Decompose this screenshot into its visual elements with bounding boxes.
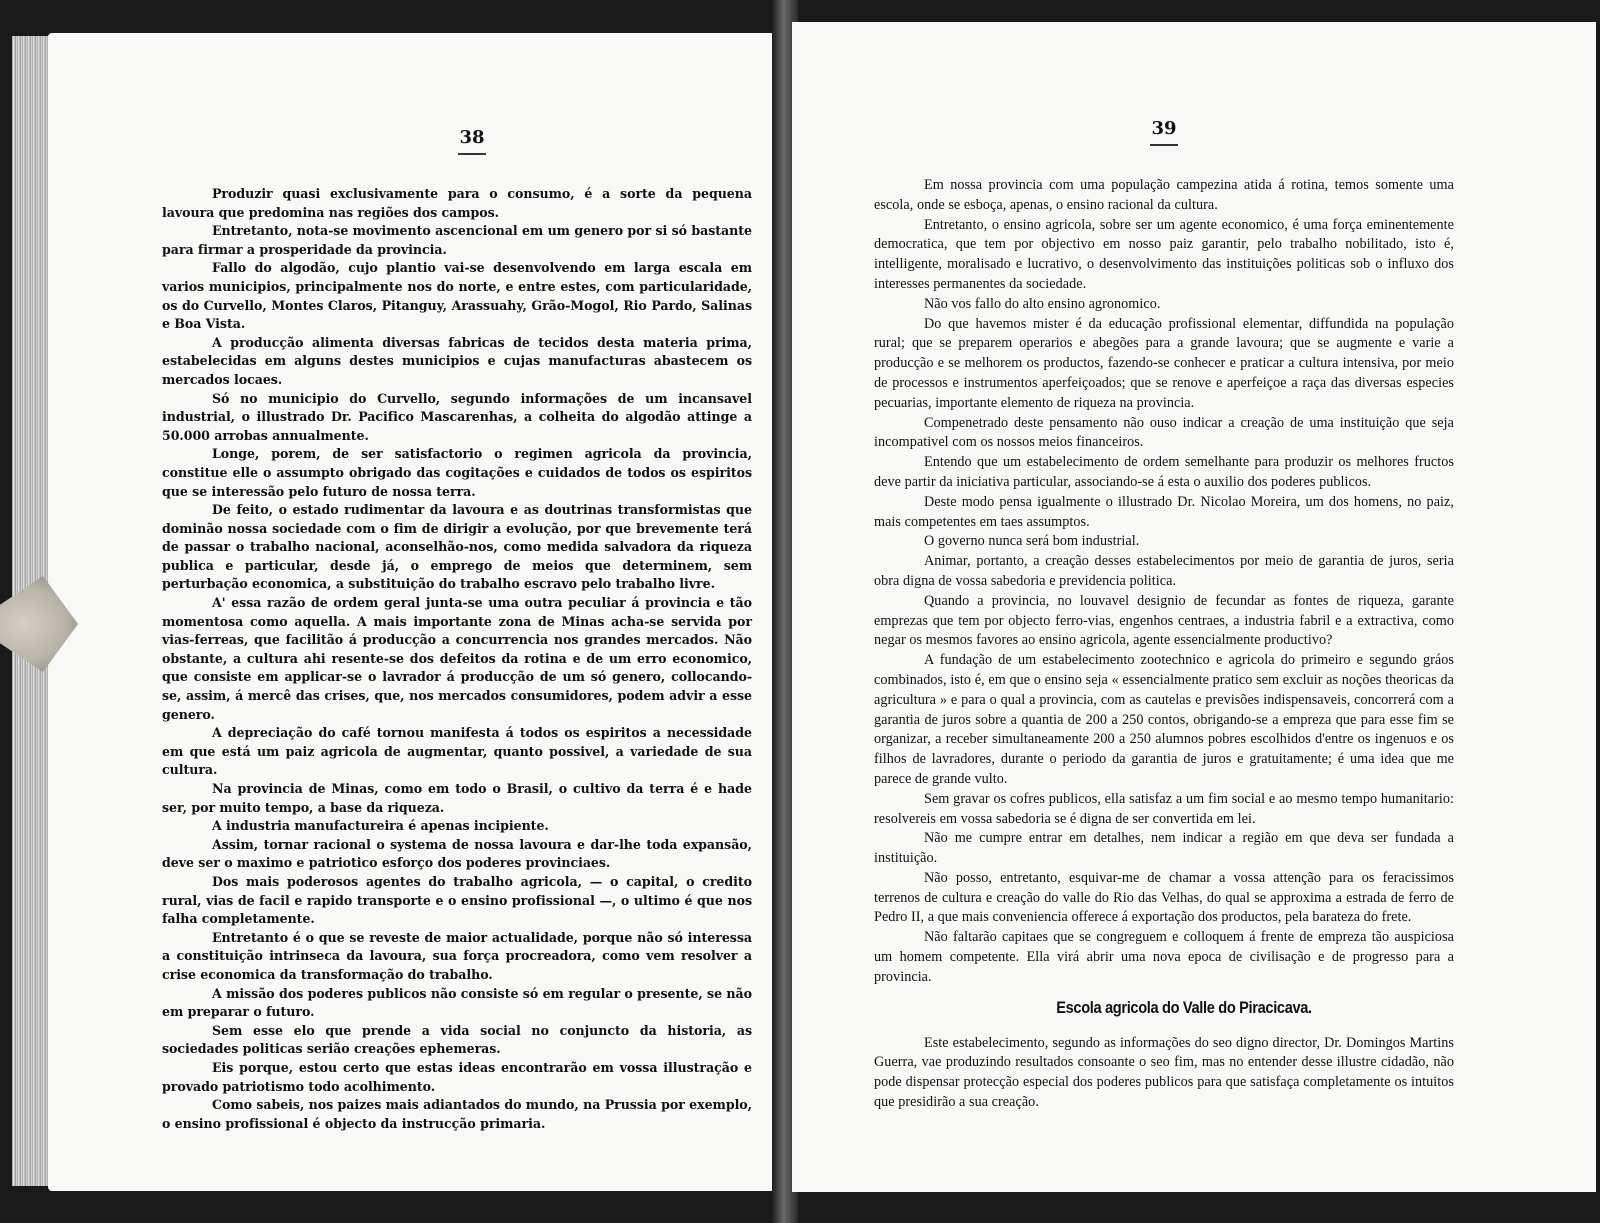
paragraph: Assim, tornar racional o systema de nossa lavoura e dar-lhe toda expansão, deve ser o maximo e patriotico esforço dos poderes provinciaes. xyxy=(162,836,752,871)
paragraph: Sem esse elo que prende a vida social no conjuncto da historia, as sociedades politicas serião creações ephemeras. xyxy=(162,1022,752,1057)
paragraph: Quando a provincia, no louvavel designio de fecundar as fontes de riqueza, garante emprezas que tem por objecto ferro-vias, engenhos centraes, a industria fabril e a extractiva, como negar os mesmos favores ao ensino agricola, agente essencialmente productivo? xyxy=(874,592,1454,649)
left-page-body xyxy=(162,185,752,1133)
paragraph: Só no municipio do Curvello, segundo informações de um incansavel industrial, o illustrado Dr. Pacifico Mascarenhas, a colheita do algodão attinge a 50.000 arrobas annualmente. xyxy=(162,390,752,443)
paragraph: A missão dos poderes publicos não consiste só em regular o presente, se não em preparar o futuro. xyxy=(162,985,752,1020)
paragraph: Não vos fallo do alto ensino agronomico. xyxy=(924,295,1161,312)
page-number-rule xyxy=(1150,144,1178,146)
paragraph: Entretanto é o que se reveste de maior actualidade, porque não só interessa a constituição intrinseca da lavoura, sua força procreadora, como vem resolver a crise economica da transformação do trabalho. xyxy=(162,929,752,982)
section-body xyxy=(874,1034,1454,1113)
paragraph: Não faltarão capitaes que se congreguem e colloquem á frente de empreza tão auspiciosa um homem competente. Ella virá abrir uma nova epoca de civilisação e de progresso para a provincia. xyxy=(874,929,1454,985)
paragraph: Este estabelecimento, segundo as informações do seo digno director, Dr. Domingos Martins Guerra, vae produzindo resultados consoante o seo fim, mas no entender desse illustre cidadão, não pode dispensar protecção especial dos poderes publicos para que satisfaça completamente os intuitos que presidirão a sua creação. xyxy=(874,1034,1454,1111)
paragraph: Eis porque, estou certo que estas ideas encontrarão em vossa illustração e provado patriotismo todo acolhimento. xyxy=(162,1059,752,1094)
paragraph: Do que havemos mister é da educação profissional elementar, diffundida na população rural; que se preparem operarios e abegões para a grande lavoura; que se augmente e varie a producção e se melhorem os productos, fazendo-se conhecer e praticar a cultura intensiva, por meio de processos e instrumentos aperfeiçoados; que se renove e aperfeiçoe a raça das diversas especies pecuarias, importante elemento de riqueza na provincia. xyxy=(874,315,1454,411)
paragraph: Em nossa provincia com uma população campezina atida á rotina, temos somente uma escola, onde se esboça, apenas, o ensino racional da cultura. xyxy=(874,177,1454,213)
paragraph: Entendo que um estabelecimento de ordem semelhante para produzir os melhores fructos deve partir da iniciativa particular, associando-se á esta o auxilio dos poderes publicos. xyxy=(874,454,1454,490)
paragraph: Não me cumpre entrar em detalhes, nem indicar a região em que deva ser fundada a instituição. xyxy=(874,830,1454,867)
paragraph: A industria manufactureira é apenas incipiente. xyxy=(212,818,549,834)
paragraph: A' essa razão de ordem geral junta-se uma outra peculiar á provincia e tão momentosa como aquella. A mais importante zona de Minas acha-se servida por vias-ferreas, que facilitão á producção a concurrencia nos grandes mercados. Não obstante, a cultura ahi resente-se dos defeitos da rotina e de um erro economico, que consiste em applicar-se o lavrador á producção de um só genero, collocando-se, assim, á mercê das crises, que, nos mercados consumidores, podem advir a esse genero. xyxy=(162,595,752,722)
paragraph: Entretanto, o ensino agricola, sobre ser um agente economico, é uma força eminentemente democratica, que tem por objectivo em nosso paiz garantir, pelo trabalho nobilitado, isto é, intelligente, moralisado e lucrativo, o desenvolvimento das instituições politicas sob o influxo dos interesses permanentes da sociedade. xyxy=(874,216,1454,292)
paragraph: Compenetrado deste pensamento não ouso indicar a creação de uma instituição que seja incompativel com os nossos meios financeiros. xyxy=(874,414,1454,451)
paragraph: Entretanto, nota-se movimento ascencional em um genero por si só bastante para firmar a prosperidade da provincia. xyxy=(162,223,752,257)
page-number-left: 38 xyxy=(162,127,752,155)
paragraph: Na provincia de Minas, como em todo o Brasil, o cultivo da terra é e hade ser, por muito tempo, a base da riqueza. xyxy=(162,781,752,815)
left-page xyxy=(48,33,788,1191)
paragraph: Longe, porem, de ser satisfactorio o regimen agricola da provincia, constitue elle o assumpto obrigado das cogitações e cuidados de todos os espiritos que se interessão pelo futuro de nossa terra. xyxy=(162,446,752,499)
section-title: Escola agricola do Valle do Piracicava. xyxy=(1056,997,1312,1017)
paragraph: Como sabeis, nos paizes mais adiantados do mundo, na Prussia por exemplo, o ensino profissional é objecto da instrucção primaria. xyxy=(162,1097,752,1131)
paragraph: Deste modo pensa igualmente o illustrado Dr. Nicolao Moreira, um dos homens, no paiz, mais competentes em taes assumptos. xyxy=(874,493,1454,530)
paragraph: A fundação de um estabelecimento zootechnico e agricola do primeiro e segundo gráos combinados, isto é, em que o ensino seja « essencialmente pratico sem excluir as noções theoricas da agricultura » e para o qual a provincia, com as cautelas e previsões indispensaveis, concorrerá com a garantia de juros sobre a quantia de 200 a 250 contos, obrigando-se a empreza que para esse fim se organizar, a receber simultaneamente 200 a 250 alumnos pobres escolhidos d'entre os ingenuos e os filhos de lavradores, durante o periodo da garantia de juros e gratuitamente; é uma idea que me parece de grande vulto. xyxy=(874,652,1454,787)
paragraph: Dos mais poderosos agentes do trabalho agricola, — o capital, o credito rural, vias de facil e rapido transporte e o ensino profissional —, o ultimo é que nos falha completamente. xyxy=(162,873,752,927)
paragraph: Não posso, entretanto, esquivar-me de chamar a vossa attenção para os feracissimos terrenos de cultura e creação do valle do Rio das Velhas, do qual se approxima a estrada de ferro de Pedro II, a que mais conveniencia offerece á exportação dos productos, pela barateza do frete. xyxy=(874,869,1454,926)
page-number-right: 39 xyxy=(874,118,1454,146)
right-page xyxy=(792,22,1596,1192)
paragraph: Fallo do algodão, cujo plantio vai-se desenvolvendo em larga escala em varios municipios, principalmente nos do norte, e entre estes, com particularidade, os do Curvello, Montes Claros, Pitanguy, Arassuahy, Grão-Mogol, Rio Pardo, Salinas e Boa Vista. xyxy=(162,260,752,332)
paragraph: De feito, o estado rudimentar da lavoura e as doutrinas transformistas que dominão nossa sociedade com o fim de dirigir a evolução, por que brevemente terá de passar o trabalho nacional, aconselhão-nos, como medida salvadora da riqueza publica e particular, desde já, o emprego de meios que determinem, sem perturbação economica, a substituição do trabalho escravo pelo trabalho livre. xyxy=(162,502,752,592)
page-number-rule xyxy=(458,153,486,155)
paragraph: Sem gravar os cofres publicos, ella satisfaz a um fim social e ao mesmo tempo humanitario: resolvereis em vossa sabedoria se é digna de ser convertida em lei. xyxy=(874,790,1454,827)
paragraph: Animar, portanto, a creação desses estabelecimentos por meio de garantia de juros, seria obra digna de vossa sabedoria e previdencia politica. xyxy=(874,553,1454,589)
paragraph: A producção alimenta diversas fabricas de tecidos desta materia prima, estabelecidas em alguns destes municipios e cujas manufacturas abastecem os mercados locaes. xyxy=(162,334,752,387)
right-page-body xyxy=(874,176,1454,988)
paragraph: Produzir quasi exclusivamente para o consumo, é a sorte da pequena lavoura que predomina nas regiões dos campos. xyxy=(162,186,752,220)
paragraph: A depreciação do café tornou manifesta á todos os espiritos a necessidade em que está um paiz agricola de augmentar, quanto possivel, a variedade de sua cultura. xyxy=(162,725,752,778)
paragraph: O governo nunca será bom industrial. xyxy=(924,533,1140,550)
